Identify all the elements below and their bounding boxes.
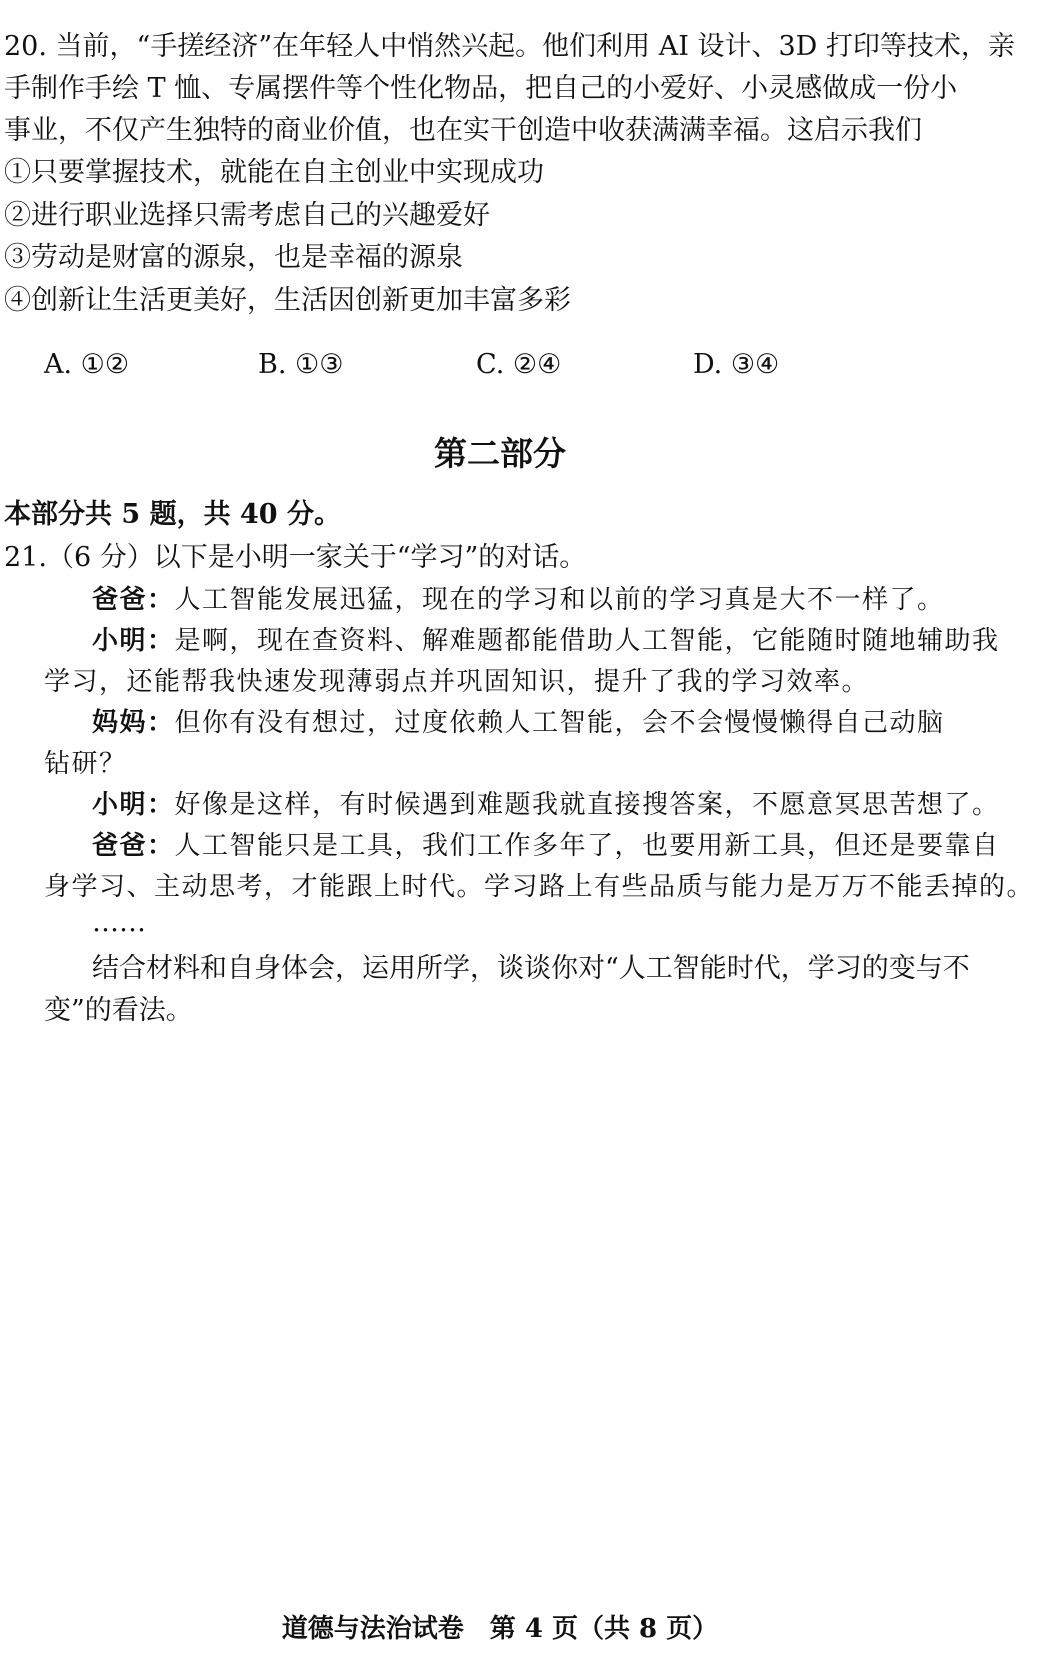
- dialogue-line-xiaoming-1: [92, 624, 1000, 658]
- dialogue-line-xiaoming-2: [92, 788, 1000, 822]
- dialogue-text: 是啊，现在查资料、解难题都能借助人工智能，它能随时随地辅助我: [174, 626, 1000, 656]
- q20-stem-line-3: 事业，不仅产生独特的商业价值，也在实干创造中收获满满幸福。这启示我们: [4, 115, 922, 146]
- q20-statement-1: ①只要掌握技术，就能在自主创业中实现成功: [4, 157, 544, 188]
- q20-statement-3: ③劳动是财富的源泉，也是幸福的源泉: [4, 242, 463, 273]
- section-intro: 本部分共 5 题，共 40 分。: [4, 499, 341, 530]
- q21-task-line-1: 结合材料和自身体会，运用所学，谈谈你对“人工智能时代，学习的变与不: [92, 953, 970, 984]
- speaker-label: 爸爸：: [92, 831, 175, 861]
- dialogue-ellipsis: ……: [92, 907, 146, 938]
- dialogue-text: 人工智能只是工具，我们工作多年了，也要用新工具，但还是要靠自: [174, 831, 1000, 861]
- dialogue-line-dad-2: [92, 829, 1000, 863]
- section-title: 第二部分: [434, 434, 566, 473]
- q20-statement-4: ④创新让生活更美好，生活因创新更加丰富多彩: [4, 285, 571, 316]
- dialogue-text: 但你有没有想过，过度依赖人工智能，会不会慢慢懒得自己动脑: [174, 708, 945, 738]
- speaker-label: 妈妈：: [92, 708, 175, 738]
- dialogue-continuation: 学习，还能帮我快速发现薄弱点并巩固知识，提升了我的学习效率。: [44, 667, 870, 697]
- speaker-label: 爸爸：: [92, 585, 175, 615]
- dialogue-text: 好像是这样，有时候遇到难题我就直接搜答案，不愿意冥思苦想了。: [174, 790, 1000, 820]
- q20-option-c: C. ②④: [476, 349, 562, 380]
- speaker-label: 小明：: [92, 626, 175, 656]
- q20-stem-line-1: 20. 当前，“手搓经济”在年轻人中悄然兴起。他们利用 AI 设计、3D 打印等技术，亲: [4, 31, 1015, 62]
- q21-stem: 21.（6 分）以下是小明一家关于“学习”的对话。: [4, 542, 587, 573]
- q20-option-a: A. ①②: [44, 349, 130, 380]
- q20-option-d: D. ③④: [693, 349, 780, 380]
- dialogue-line-mom: [92, 706, 945, 740]
- q20-option-b: B. ①③: [258, 349, 344, 380]
- speaker-label: 小明：: [92, 790, 175, 820]
- dialogue-continuation: 钻研？: [44, 749, 127, 779]
- q21-task-line-2: 变”的看法。: [44, 995, 193, 1026]
- q20-statement-2: ②进行职业选择只需考虑自己的兴趣爱好: [4, 200, 490, 231]
- q20-stem-line-2: 手制作手绘 T 恤、专属摆件等个性化物品，把自己的小爱好、小灵感做成一份小: [4, 73, 958, 104]
- dialogue-text: 人工智能发展迅猛，现在的学习和以前的学习真是大不一样了。: [174, 585, 945, 615]
- dialogue-line-dad-1: [92, 583, 945, 617]
- dialogue-continuation: 身学习、主动思考，才能跟上时代。学习路上有些品质与能力是万万不能丢掉的。: [44, 872, 1035, 902]
- page-footer: 道德与法治试卷 第 4 页（共 8 页）: [281, 1614, 719, 1644]
